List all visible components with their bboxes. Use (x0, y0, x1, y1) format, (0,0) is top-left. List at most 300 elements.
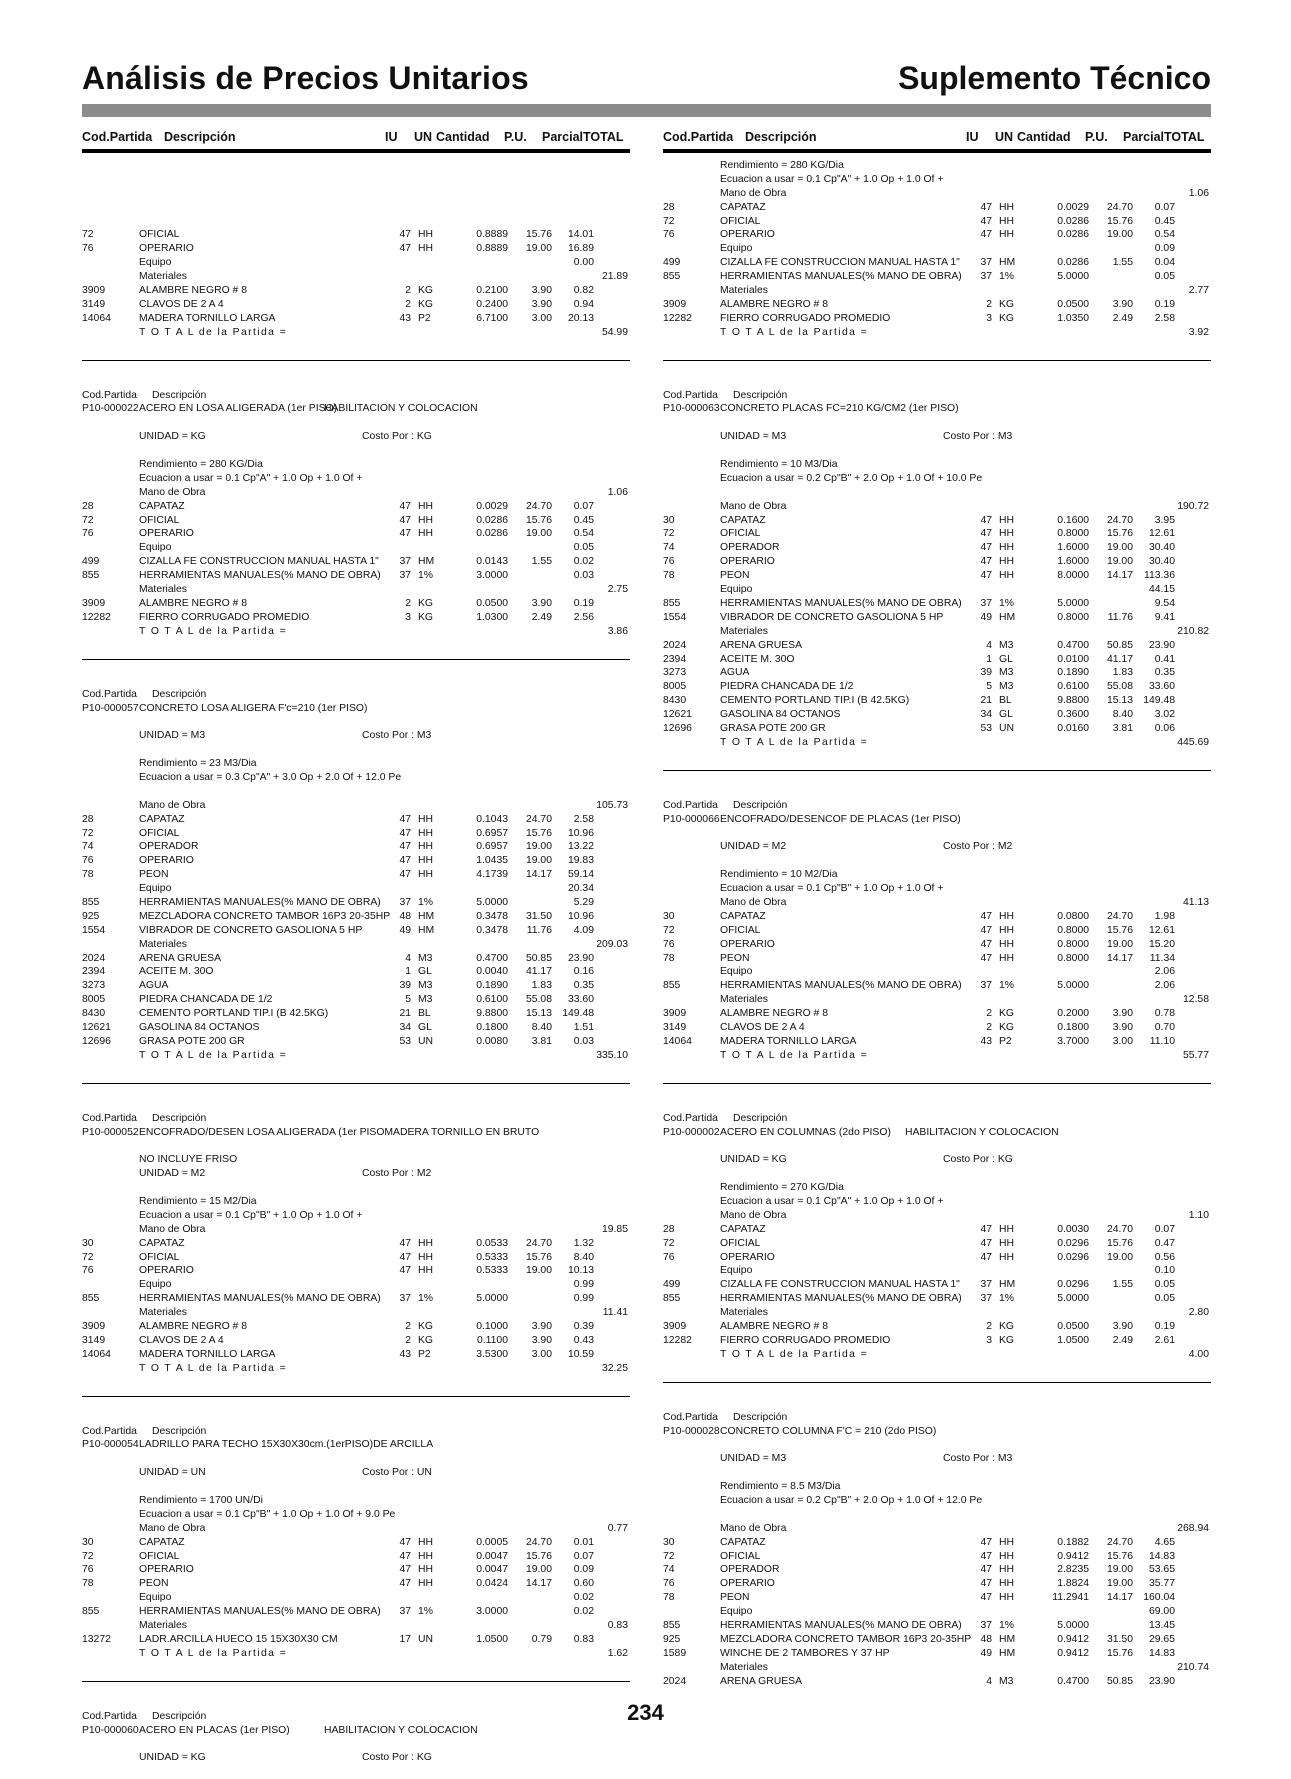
item-code: 14064 (82, 312, 111, 324)
item-row (82, 840, 630, 854)
item-description: OPERARIO (139, 1265, 194, 1277)
item-quantity: 5.0000 (476, 896, 508, 908)
item-partial: 0.82 (573, 285, 594, 297)
item-code: 72 (663, 1237, 675, 1249)
item-unit-price: 19.00 (525, 528, 552, 540)
item-row (82, 1264, 630, 1278)
costo-por: Costo Por : KG (362, 431, 432, 443)
item-unit-price: 15.13 (1106, 695, 1133, 707)
item-quantity: 5.0000 (1057, 597, 1089, 609)
partida-title-row (663, 1425, 1211, 1439)
item-description: MEZCLADORA CONCRETO TAMBOR 16P3 20-35HP (139, 910, 391, 922)
item-description: Equipo (720, 243, 753, 255)
item-quantity: 3.7000 (1057, 1035, 1089, 1047)
item-code: 13272 (82, 1633, 111, 1645)
item-code: 855 (663, 1293, 681, 1305)
item-quantity: 1.0500 (1057, 1334, 1089, 1346)
item-total: 210.74 (1177, 1661, 1209, 1673)
item-total: 1.06 (607, 486, 628, 498)
item-unit: KG (999, 1321, 1015, 1333)
item-description: OFICIAL (720, 215, 761, 227)
item-code: 78 (82, 1578, 94, 1590)
item-quantity: 0.8000 (1057, 938, 1089, 950)
item-quantity: 1.8824 (1057, 1578, 1089, 1590)
item-iu: 47 (980, 1550, 992, 1562)
item-quantity: 0.3600 (1057, 709, 1089, 721)
col-head-desc: Descripción (164, 130, 236, 144)
item-code: 3149 (663, 1021, 687, 1033)
item-partial: 0.47 (1154, 1237, 1175, 1249)
item-partial: 0.01 (573, 1536, 594, 1548)
item-partial: 2.06 (1154, 966, 1175, 978)
cod-partida-label: Cod.Partida (663, 799, 718, 811)
partida-title-row (82, 173, 630, 187)
item-row (82, 1251, 630, 1265)
item-partial: 15.20 (1148, 938, 1175, 950)
item-unit: 1% (418, 1606, 434, 1618)
col-head-iu: IU (385, 130, 398, 144)
item-quantity: 5.0000 (1057, 1293, 1089, 1305)
rendimiento-row (663, 1181, 1211, 1195)
item-partial: 20.13 (567, 312, 594, 324)
item-quantity: 0.1890 (476, 980, 508, 992)
col-head-qty: Cantidad (1017, 130, 1071, 144)
item-code: 76 (663, 1578, 675, 1590)
item-unit: HH (418, 514, 434, 526)
item-iu: 47 (399, 1251, 411, 1263)
item-row (82, 1550, 630, 1564)
item-quantity: 0.0286 (1057, 229, 1089, 241)
item-unit: HH (418, 1251, 434, 1263)
item-iu: 37 (980, 980, 992, 992)
item-unit: HM (418, 556, 435, 568)
unidad-row (82, 1751, 630, 1765)
item-unit: P2 (999, 1035, 1012, 1047)
item-description: CAPATAZ (720, 201, 766, 213)
item-quantity: 0.0500 (476, 597, 508, 609)
item-total: 1.62 (607, 1647, 628, 1659)
item-unit-price: 3.00 (531, 1348, 552, 1360)
item-partial: 2.58 (1154, 312, 1175, 324)
item-partial: 160.04 (1143, 1592, 1175, 1604)
item-row (82, 868, 630, 882)
item-iu: 47 (980, 229, 992, 241)
item-unit: HM (999, 1647, 1016, 1659)
item-row (663, 1264, 1211, 1278)
item-iu: 47 (980, 952, 992, 964)
item-description: OFICIAL (720, 924, 761, 936)
block-separator (663, 360, 1211, 361)
item-description: Mano de Obra (720, 1522, 787, 1534)
item-quantity: 0.6957 (476, 827, 508, 839)
item-iu: 34 (399, 1021, 411, 1033)
item-unit-price: 14.17 (1106, 952, 1133, 964)
item-description: OPERARIO (720, 1251, 775, 1263)
item-unit: 1% (999, 597, 1015, 609)
item-code: 2024 (663, 1675, 687, 1687)
item-partial: 10.13 (567, 1265, 594, 1277)
item-partial: 12.61 (1148, 528, 1175, 540)
item-unit-price: 24.70 (1106, 514, 1133, 526)
item-description: CAPATAZ (139, 1237, 185, 1249)
item-quantity: 0.0160 (1057, 722, 1089, 734)
partida-code: P10-000052 (82, 1126, 139, 1138)
item-description: ACEITE M. 30O (139, 966, 214, 978)
item-row (82, 952, 630, 966)
total-row (663, 736, 1211, 750)
item-description: Materiales (720, 1307, 768, 1319)
item-partial: 33.60 (567, 994, 594, 1006)
item-partial: 0.99 (573, 1293, 594, 1305)
item-quantity: 0.0030 (1057, 1223, 1089, 1235)
item-iu: 47 (399, 869, 411, 881)
item-row (663, 1334, 1211, 1348)
item-description: MEZCLADORA CONCRETO TAMBOR 16P3 20-35HP (720, 1633, 972, 1645)
item-partial: 0.05 (573, 542, 594, 554)
item-description: T O T A L de la Partida = (139, 625, 288, 637)
item-code: 1589 (663, 1647, 687, 1659)
unidad-row (82, 1466, 630, 1480)
item-unit: M3 (418, 952, 433, 964)
item-partial: 0.07 (1154, 201, 1175, 213)
item-row (82, 500, 630, 514)
block-separator (82, 659, 630, 660)
item-row (663, 979, 1211, 993)
item-unit: HH (999, 528, 1015, 540)
item-iu: 5 (986, 681, 992, 693)
item-code: 855 (663, 597, 681, 609)
item-row (82, 527, 630, 541)
cod-partida-label: Cod.Partida (82, 1710, 137, 1722)
unidad: UNIDAD = KG (139, 431, 206, 443)
item-description: T O T A L de la Partida = (720, 736, 869, 748)
item-unit: HH (999, 1564, 1015, 1576)
item-partial: 12.61 (1148, 924, 1175, 936)
item-partial: 0.04 (1154, 257, 1175, 269)
item-total: 21.89 (601, 271, 628, 283)
partida-extra: HABILITACION Y COLOCACION (905, 1126, 1059, 1138)
item-iu: 48 (980, 1633, 992, 1645)
partida-label-row (82, 1112, 630, 1126)
item-partial: 9.54 (1154, 597, 1175, 609)
item-row (663, 583, 1211, 597)
item-unit-price: 55.08 (525, 994, 552, 1006)
item-iu: 37 (980, 1279, 992, 1291)
item-unit-price: 3.90 (1112, 1008, 1133, 1020)
item-unit: BL (418, 1008, 431, 1020)
item-partial: 0.54 (1154, 229, 1175, 241)
unidad: UNIDAD = UN (139, 1467, 206, 1479)
item-unit-price: 50.85 (1106, 1675, 1133, 1687)
item-partial: 0.07 (1154, 1223, 1175, 1235)
item-iu: 47 (980, 1578, 992, 1590)
item-unit-price: 55.08 (1106, 681, 1133, 693)
item-unit-price: 24.70 (525, 500, 552, 512)
item-description: HERRAMIENTAS MANUALES(% MANO DE OBRA) (720, 980, 962, 992)
item-unit-price: 3.81 (1112, 722, 1133, 734)
item-unit-price: 24.70 (1106, 201, 1133, 213)
item-row (82, 1007, 630, 1021)
item-unit: HH (999, 910, 1015, 922)
item-iu: 3 (986, 1334, 992, 1346)
descripcion-label: Descripción (733, 1411, 788, 1423)
item-quantity: 0.4700 (1057, 1675, 1089, 1687)
item-partial: 149.48 (562, 1008, 594, 1020)
item-code: 3273 (82, 980, 106, 992)
unidad-row (82, 1167, 630, 1181)
item-code: 76 (82, 1265, 94, 1277)
item-unit-price: 19.00 (525, 841, 552, 853)
item-partial: 14.83 (1148, 1550, 1175, 1562)
item-row (82, 597, 630, 611)
cod-partida-label: Cod.Partida (82, 1425, 137, 1437)
item-unit: GL (418, 1021, 432, 1033)
item-quantity: 3.0000 (476, 570, 508, 582)
item-quantity: 0.9412 (1057, 1550, 1089, 1562)
item-iu: 1 (986, 653, 992, 665)
item-quantity: 0.1800 (1057, 1021, 1089, 1033)
item-unit-price: 1.55 (1112, 257, 1133, 269)
item-partial: 0.16 (573, 966, 594, 978)
partida-title-row (663, 813, 1211, 827)
item-iu: 2 (405, 1321, 411, 1333)
partida-code: P10-000022 (82, 403, 139, 415)
item-iu: 34 (980, 709, 992, 721)
item-row (82, 1633, 630, 1647)
item-row (82, 486, 630, 500)
item-description: Materiales (139, 271, 187, 283)
item-description: OPERARIO (139, 243, 194, 255)
item-description: OPERARIO (720, 229, 775, 241)
item-code: 855 (82, 1293, 100, 1305)
item-iu: 47 (399, 1578, 411, 1590)
page-number: 234 (627, 1700, 664, 1725)
item-unit-price: 14.17 (525, 1578, 552, 1590)
item-partial: 23.90 (567, 952, 594, 964)
partida-label-row (663, 389, 1211, 403)
item-code: 30 (663, 910, 675, 922)
item-row (663, 993, 1211, 1007)
partida-title-row (82, 702, 630, 716)
item-code: 8005 (82, 994, 106, 1006)
item-row (82, 979, 630, 993)
item-iu: 37 (399, 896, 411, 908)
item-quantity: 0.0047 (476, 1564, 508, 1576)
item-total: 54.99 (601, 326, 628, 338)
partida-label-row (663, 1112, 1211, 1126)
item-unit-price: 15.76 (1106, 1237, 1133, 1249)
item-row (82, 298, 630, 312)
item-quantity: 1.0435 (476, 855, 508, 867)
item-row (663, 1251, 1211, 1265)
item-description: Equipo (720, 1606, 753, 1618)
item-unit-price: 19.00 (1106, 542, 1133, 554)
item-description: ALAMBRE NEGRO # 8 (139, 597, 247, 609)
item-unit-price: 3.00 (531, 312, 552, 324)
item-partial: 33.60 (1148, 681, 1175, 693)
item-partial: 5.29 (573, 896, 594, 908)
item-description: AGUA (139, 980, 169, 992)
item-description: OPERARIO (720, 556, 775, 568)
col-head-iu: IU (966, 130, 979, 144)
item-code: 2394 (82, 966, 106, 978)
item-row (82, 1605, 630, 1619)
item-row (663, 910, 1211, 924)
item-description: ARENA GRUESA (720, 1675, 802, 1687)
partida-title: LADRILLO PARA TECHO 15X30X30cm.(1erPISO)DE ARCILLA (139, 1439, 434, 1451)
item-code: 76 (82, 243, 94, 255)
item-code: 499 (663, 257, 681, 269)
item-row (663, 514, 1211, 528)
item-unit: HH (999, 556, 1015, 568)
item-partial: 0.07 (573, 500, 594, 512)
item-iu: 47 (980, 201, 992, 213)
item-unit-price: 3.90 (531, 285, 552, 297)
item-iu: 4 (405, 952, 411, 964)
item-code: 2394 (663, 653, 687, 665)
item-quantity: 3.5300 (476, 1348, 508, 1360)
item-quantity: 0.0533 (476, 1237, 508, 1249)
item-unit-price: 3.90 (531, 1321, 552, 1333)
item-row (82, 813, 630, 827)
item-partial: 2.61 (1154, 1334, 1175, 1346)
item-code: 12282 (82, 611, 111, 623)
item-iu: 47 (980, 1564, 992, 1576)
item-description: HERRAMIENTAS MANUALES(% MANO DE OBRA) (139, 896, 381, 908)
cod-partida-label: Cod.Partida (82, 688, 137, 700)
item-partial: 2.58 (573, 813, 594, 825)
item-quantity: 0.0296 (1057, 1279, 1089, 1291)
item-total: 335.10 (596, 1049, 628, 1061)
item-unit-price: 50.85 (525, 952, 552, 964)
item-description: CIZALLA FE CONSTRUCCION MANUAL HASTA 1" (720, 1279, 960, 1291)
item-row (82, 854, 630, 868)
item-iu: 39 (980, 667, 992, 679)
item-row (82, 1619, 630, 1633)
total-row (82, 326, 630, 340)
item-iu: 49 (980, 1647, 992, 1659)
partida-note-text: NO INCLUYE FRISO (139, 1154, 238, 1166)
item-unit: HH (418, 869, 434, 881)
item-code: 76 (82, 1564, 94, 1576)
item-row (82, 312, 630, 326)
item-row (663, 1536, 1211, 1550)
item-unit: KG (418, 298, 434, 310)
item-unit: HH (418, 1536, 434, 1548)
item-description: OFICIAL (139, 1251, 180, 1263)
item-unit: KG (418, 1321, 434, 1333)
item-iu: 49 (399, 924, 411, 936)
item-description: CAPATAZ (139, 500, 185, 512)
item-row (663, 1209, 1211, 1223)
item-partial: 9.41 (1154, 611, 1175, 623)
item-description: ALAMBRE NEGRO # 8 (139, 1321, 247, 1333)
item-code: 1554 (663, 611, 687, 623)
item-partial: 0.60 (573, 1578, 594, 1590)
item-description: ALAMBRE NEGRO # 8 (720, 298, 828, 310)
item-quantity: 0.2400 (476, 298, 508, 310)
item-partial: 3.95 (1154, 514, 1175, 526)
item-unit: HM (999, 1633, 1016, 1645)
item-unit-price: 3.00 (1112, 1035, 1133, 1047)
item-description: OPERARIO (720, 938, 775, 950)
item-quantity: 0.0286 (476, 514, 508, 526)
item-unit-price: 0.79 (531, 1633, 552, 1645)
item-partial: 19.83 (567, 855, 594, 867)
item-partial: 44.15 (1148, 584, 1175, 596)
item-total: 2.80 (1188, 1307, 1209, 1319)
item-quantity: 0.8000 (1057, 528, 1089, 540)
costo-por: Costo Por : M3 (943, 1453, 1013, 1465)
item-iu: 47 (399, 500, 411, 512)
item-iu: 47 (399, 1536, 411, 1548)
cod-partida-label: Cod.Partida (82, 389, 137, 401)
item-row (82, 1591, 630, 1605)
item-unit-price: 8.40 (1112, 709, 1133, 721)
item-row (663, 938, 1211, 952)
item-unit-price: 24.70 (1106, 1223, 1133, 1235)
item-unit: HM (999, 1279, 1016, 1291)
unidad: UNIDAD = M3 (720, 1453, 787, 1465)
item-quantity: 0.2100 (476, 285, 508, 297)
item-description: Materiales (720, 1661, 768, 1673)
item-code: 3909 (663, 1008, 687, 1020)
item-iu: 47 (399, 243, 411, 255)
item-partial: 29.65 (1148, 1633, 1175, 1645)
item-unit: HM (418, 924, 435, 936)
item-iu: 37 (399, 1293, 411, 1305)
item-code: 12696 (663, 722, 692, 734)
item-code: 855 (663, 980, 681, 992)
item-total: 12.58 (1182, 994, 1209, 1006)
rendimiento: Rendimiento = 280 KG/Dia (139, 459, 263, 471)
rendimiento-row (663, 159, 1211, 173)
item-quantity: 0.9412 (1057, 1633, 1089, 1645)
item-partial: 11.34 (1149, 952, 1175, 964)
partida-code: P10-000057 (82, 702, 139, 714)
item-quantity: 0.0029 (476, 500, 508, 512)
col-head-parcial: Parcial (1123, 130, 1165, 144)
unidad-row (663, 1452, 1211, 1466)
item-total: 190.72 (1177, 500, 1209, 512)
item-unit-price: 2.49 (1112, 1334, 1133, 1346)
item-description: PEON (139, 869, 169, 881)
item-description: CAPATAZ (139, 813, 185, 825)
item-unit: HH (418, 528, 434, 540)
cod-partida-label: Cod.Partida (663, 389, 718, 401)
item-unit-price: 2.49 (1112, 312, 1133, 324)
item-code: 12621 (82, 1021, 111, 1033)
item-row (82, 284, 630, 298)
item-quantity: 0.0080 (476, 1035, 508, 1047)
item-code: 76 (82, 855, 94, 867)
item-code: 855 (82, 1606, 100, 1618)
partida-title: ENCOFRADO/DESENCOF DE PLACAS (1er PISO) (720, 813, 961, 825)
item-unit: KG (418, 611, 434, 623)
item-code: 74 (663, 542, 675, 554)
item-partial: 4.09 (573, 924, 594, 936)
item-row (82, 1021, 630, 1035)
unidad: UNIDAD = KG (139, 1752, 206, 1764)
item-row (663, 722, 1211, 736)
item-iu: 37 (399, 1606, 411, 1618)
item-description: FIERRO CORRUGADO PROMEDIO (720, 312, 891, 324)
total-row (82, 1362, 630, 1376)
item-code: 78 (663, 1592, 675, 1604)
item-iu: 4 (986, 639, 992, 651)
partida-block (663, 159, 1211, 361)
item-description: OPERARIO (139, 528, 194, 540)
